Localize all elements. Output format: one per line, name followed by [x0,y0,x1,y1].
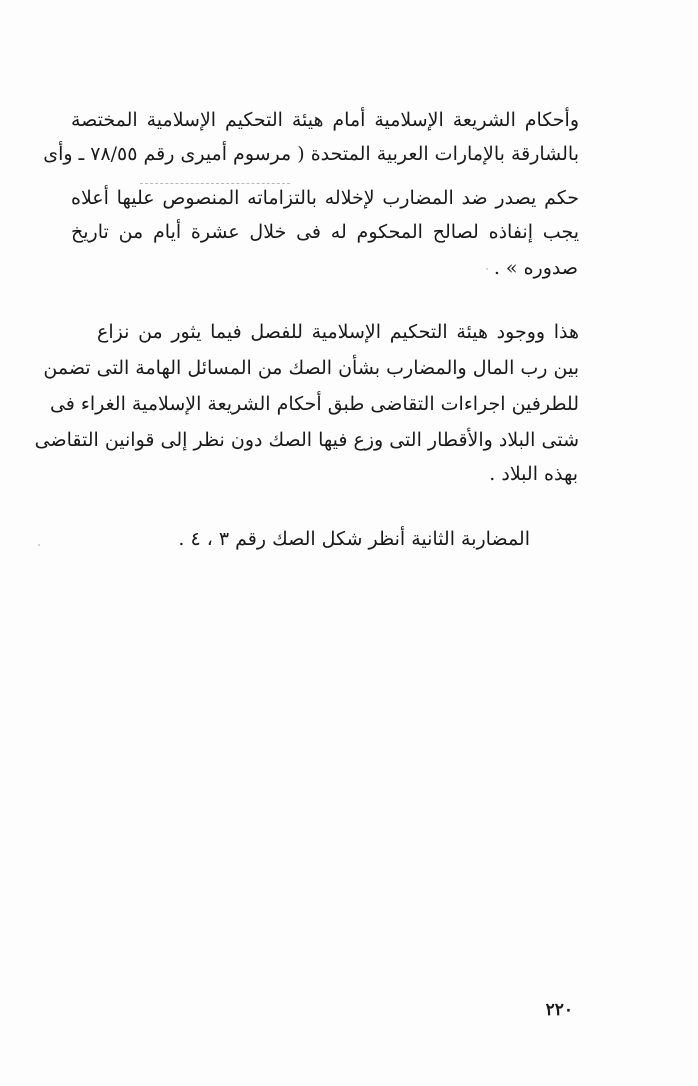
paragraph-2-line-5: بهذه البلاد . [489,463,578,485]
figure-reference-note: المضاربة الثانية أنظر شكل الصك رقم ٣ ، ٤ . [178,528,530,550]
paragraph-2-line-4: شتى البلاد والأقطار التى وزع فيها الصك دون نظر إلى قوانين التقاضى [34,429,579,451]
paragraph-2-line-2: بين رب المال والمضارب بشأن الصك من المسائل الهامة التى تضمن [43,357,579,379]
scan-speck [38,544,40,546]
paragraph-2-line-3: للطرفين اجراءات التقاضى طبق أحكام الشريعة الإسلامية الغراء فى [49,393,579,415]
paragraph-1-line-5: صدوره » . [493,257,578,279]
paragraph-1-line-3: حكم يصدر ضد المضارب لإخلاله بالتزاماته المنصوص عليها أعلاه [71,187,579,209]
paragraph-1-line-2: بالشارقة بالإمارات العربية المتحدة ( مرسوم أميرى رقم ٧٨/٥٥ ـ وأى [43,143,579,165]
scan-speck [486,268,488,270]
paragraph-2-line-1: هذا ووجود هيئة التحكيم الإسلامية للفصل فيما يثور من نزاع [97,321,579,343]
paragraph-1-line-1: وأحكام الشريعة الإسلامية أمام هيئة التحكيم الإسلامية المختصة [71,109,579,131]
paragraph-1-line-4: يجب إنفاذه لصالح المحكوم له فى خلال عشرة أيام من تاريخ [71,221,579,243]
page-number: ٢٢٠ [545,1000,573,1020]
